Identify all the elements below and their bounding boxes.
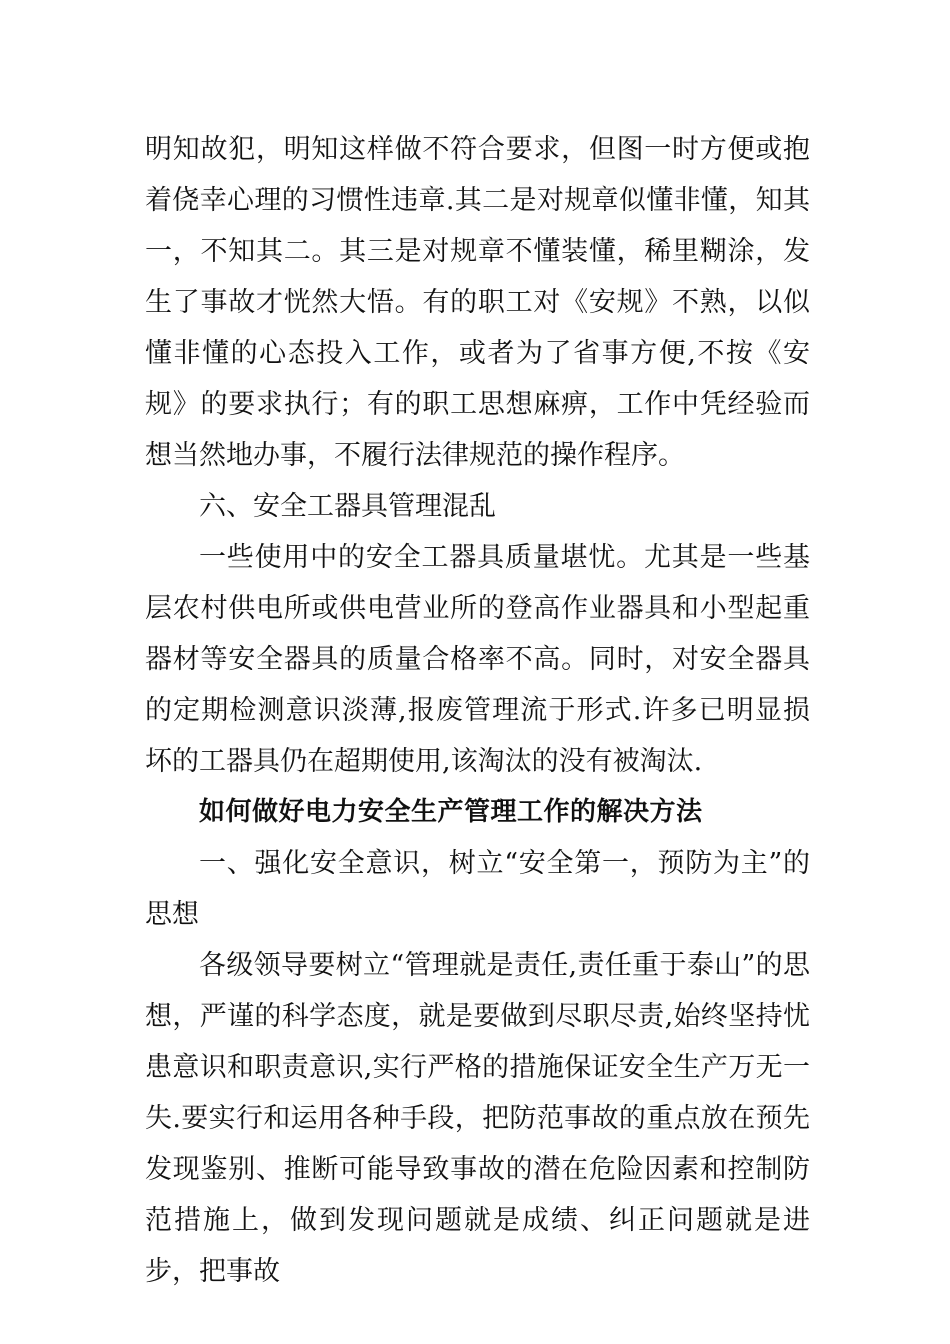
- paragraph-violations: 明知故犯，明知这样做不符合要求，但图一时方便或抱着侥幸心理的习惯性违章.其二是对规章似懂非懂，知其一，不知其二。其三是对规章不懂装懂，稀里糊涂，发生了事故才恍然大悟。有的职工对《安规》不熟，以似懂非懂的心态投入工作，或者为了省事方便,不按《安规》的要求执行；有的职工思想麻痹，工作中凭经验而想当然地办事，不履行法律规范的操作程序。: [145, 134, 810, 471]
- document-body: [145, 124, 810, 1297]
- section-heading-six: 六、安全工器具管理混乱: [199, 491, 496, 522]
- section-heading-one: 一、强化安全意识，树立“安全第一，预防为主”的思想: [145, 848, 810, 930]
- solutions-heading: 如何做好电力安全生产管理工作的解决方法: [199, 797, 703, 827]
- paragraph-safety-tools: 一些使用中的安全工器具质量堪忧。尤其是一些基层农村供电所或供电营业所的登高作业器具和小型起重器材等安全器具的质量合格率不高。同时，对安全器具的定期检测意识淡薄,报废管理流于形式.许多已明显损坏的工器具仍在超期使用,该淘汰的没有被淘汰.: [145, 542, 810, 777]
- paragraph-leadership: 各级领导要树立“管理就是责任,责任重于泰山”的思想，严谨的科学态度，就是要做到尽职尽责,始终坚持忧患意识和职责意识,实行严格的措施保证安全生产万无一失.要实行和运用各种手段，把防范事故的重点放在预先发现鉴别、推断可能导致事故的潜在危险因素和控制防范措施上，做到发现问题就是成绩、纠正问题就是进步，把事故: [145, 950, 810, 1287]
